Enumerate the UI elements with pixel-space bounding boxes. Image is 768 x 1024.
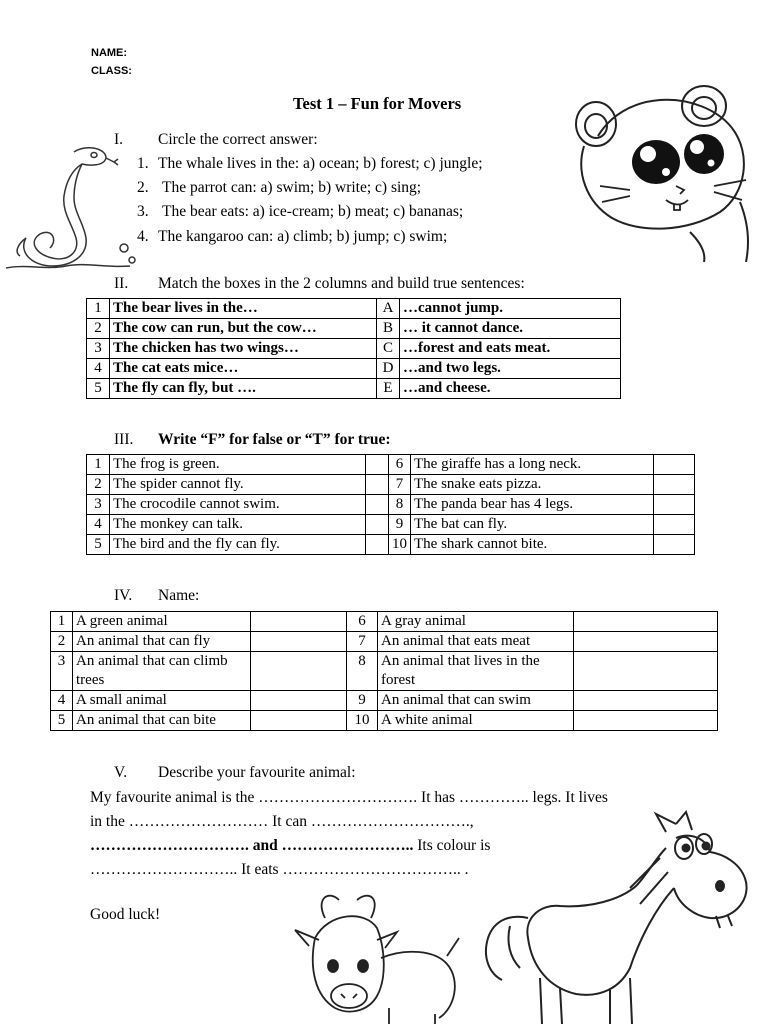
statement-text: The bird and the fly can fly. — [110, 535, 366, 555]
page-title: Test 1 – Fun for Movers — [293, 94, 462, 113]
match-right-phrase: …forest and eats meat. — [400, 339, 621, 359]
match-row — [87, 319, 621, 339]
section-2-number: II. — [114, 275, 129, 292]
good-luck-text: Good luck! — [90, 906, 161, 923]
statement-number: 7 — [389, 475, 411, 495]
prompt-number: 1 — [51, 612, 73, 632]
statement-number: 9 — [389, 515, 411, 535]
section-2-instruction: Match the boxes in the 2 columns and build true sentences: — [158, 275, 525, 292]
answer-box[interactable] — [366, 495, 389, 515]
match-left-phrase: The cow can run, but the cow… — [110, 319, 377, 339]
prompt-text: A gray animal — [378, 612, 574, 632]
answer-box[interactable] — [251, 612, 347, 632]
snake-illustration — [6, 140, 146, 275]
description-line-3-colour: Its colour is — [413, 837, 491, 854]
prompt-text: An animal that can swim — [378, 691, 574, 711]
answer-box[interactable] — [654, 495, 695, 515]
statement-number: 10 — [389, 535, 411, 555]
match-left-phrase: The bear lives in the… — [110, 299, 377, 319]
description-line-1: My favourite animal is the …………………………. It has ………….. legs. It lives — [90, 789, 608, 806]
question-4-number: 4. — [137, 228, 149, 245]
statement-number: 4 — [87, 515, 110, 535]
statement-text: The monkey can talk. — [110, 515, 366, 535]
section-5-instruction: Describe your favourite animal: — [158, 764, 356, 781]
prompt-text: An animal that lives in the forest — [378, 652, 574, 691]
true-false-row — [87, 455, 695, 475]
match-right-phrase: … it cannot dance. — [400, 319, 621, 339]
answer-box[interactable] — [366, 535, 389, 555]
description-line-2: in the ……………………… It can …………………………., — [90, 813, 474, 830]
statement-number: 8 — [389, 495, 411, 515]
prompt-text: An animal that eats meat — [378, 632, 574, 652]
prompt-number: 10 — [347, 711, 378, 731]
true-false-row — [87, 515, 695, 535]
answer-box[interactable] — [574, 612, 718, 632]
match-row-number: 4 — [87, 359, 110, 379]
answer-box[interactable] — [366, 475, 389, 495]
answer-box[interactable] — [251, 711, 347, 731]
horse-illustration — [480, 808, 760, 1024]
prompt-text: A green animal — [73, 612, 251, 632]
prompt-number: 5 — [51, 711, 73, 731]
answer-box[interactable] — [654, 515, 695, 535]
match-row-letter: A — [377, 299, 400, 319]
statement-text: The crocodile cannot swim. — [110, 495, 366, 515]
section-1-instruction: Circle the correct answer: — [158, 131, 318, 148]
name-row — [51, 711, 718, 731]
true-false-row — [87, 495, 695, 515]
match-row-letter: C — [377, 339, 400, 359]
question-4-text: The kangaroo can: a) climb; b) jump; c) swim; — [158, 228, 448, 245]
match-left-phrase: The fly can fly, but …. — [110, 379, 377, 399]
match-left-phrase: The cat eats mice… — [110, 359, 377, 379]
statement-number: 1 — [87, 455, 110, 475]
answer-box[interactable] — [654, 535, 695, 555]
statement-number: 3 — [87, 495, 110, 515]
answer-box[interactable] — [574, 652, 718, 691]
section-3-instruction: Write “F” for false or “T” for true: — [158, 431, 391, 448]
answer-box[interactable] — [574, 711, 718, 731]
description-line-4: ……………………….. It eats …………………………….. . — [90, 861, 469, 878]
section-4-number: IV. — [114, 587, 133, 604]
section-1-number: I. — [114, 131, 124, 148]
match-row — [87, 359, 621, 379]
answer-box[interactable] — [654, 475, 695, 495]
prompt-number: 8 — [347, 652, 378, 691]
statement-text: The giraffe has a long neck. — [411, 455, 654, 475]
match-row-number: 2 — [87, 319, 110, 339]
answer-box[interactable] — [366, 455, 389, 475]
answer-box[interactable] — [654, 455, 695, 475]
question-2-number: 2. — [137, 179, 149, 196]
name-table — [50, 611, 718, 731]
description-line-3-blanks: …………………………. and …………………….. — [90, 837, 414, 854]
statement-number: 2 — [87, 475, 110, 495]
goat-illustration — [285, 888, 465, 1024]
statement-number: 6 — [389, 455, 411, 475]
prompt-number: 3 — [51, 652, 73, 691]
match-row-number: 3 — [87, 339, 110, 359]
prompt-text: An animal that can climb trees — [73, 652, 251, 691]
match-right-phrase: …cannot jump. — [400, 299, 621, 319]
answer-box[interactable] — [574, 632, 718, 652]
match-row — [87, 339, 621, 359]
prompt-text: An animal that can bite — [73, 711, 251, 731]
prompt-number: 2 — [51, 632, 73, 652]
match-right-phrase: …and cheese. — [400, 379, 621, 399]
true-false-row — [87, 475, 695, 495]
statement-text: The snake eats pizza. — [411, 475, 654, 495]
match-left-phrase: The chicken has two wings… — [110, 339, 377, 359]
prompt-number: 9 — [347, 691, 378, 711]
statement-number: 5 — [87, 535, 110, 555]
match-row-letter: D — [377, 359, 400, 379]
question-2-text: The parrot can: a) swim; b) write; c) sing; — [162, 179, 422, 196]
answer-box[interactable] — [366, 515, 389, 535]
answer-box[interactable] — [574, 691, 718, 711]
section-5-number: V. — [114, 764, 128, 781]
statement-text: The spider cannot fly. — [110, 475, 366, 495]
match-row — [87, 379, 621, 399]
class-label: CLASS: — [91, 65, 132, 77]
prompt-text: An animal that can fly — [73, 632, 251, 652]
match-row-letter: B — [377, 319, 400, 339]
question-1-text: The whale lives in the: a) ocean; b) forest; c) jungle; — [158, 155, 483, 172]
true-false-row — [87, 535, 695, 555]
statement-text: The bat can fly. — [411, 515, 654, 535]
prompt-text: A small animal — [73, 691, 251, 711]
name-row — [51, 612, 718, 632]
match-right-phrase: …and two legs. — [400, 359, 621, 379]
statement-text: The shark cannot bite. — [411, 535, 654, 555]
answer-box[interactable] — [251, 691, 347, 711]
answer-box[interactable] — [251, 632, 347, 652]
match-row-number: 5 — [87, 379, 110, 399]
section-3-number: III. — [114, 431, 134, 448]
true-false-table — [86, 454, 695, 555]
question-1-number: 1. — [137, 155, 149, 172]
name-label: NAME: — [91, 47, 128, 59]
match-row-letter: E — [377, 379, 400, 399]
prompt-text: A white animal — [378, 711, 574, 731]
name-row — [51, 652, 718, 691]
prompt-number: 6 — [347, 612, 378, 632]
question-3-text: The bear eats: a) ice-cream; b) meat; c) bananas; — [162, 203, 464, 220]
answer-box[interactable] — [251, 652, 347, 691]
section-4-instruction: Name: — [158, 587, 200, 604]
statement-text: The frog is green. — [110, 455, 366, 475]
statement-text: The panda bear has 4 legs. — [411, 495, 654, 515]
hamster-illustration — [570, 82, 755, 262]
prompt-number: 4 — [51, 691, 73, 711]
name-row — [51, 632, 718, 652]
question-3-number: 3. — [137, 203, 149, 220]
prompt-number: 7 — [347, 632, 378, 652]
match-table — [86, 298, 621, 399]
name-row — [51, 691, 718, 711]
match-row — [87, 299, 621, 319]
match-row-number: 1 — [87, 299, 110, 319]
